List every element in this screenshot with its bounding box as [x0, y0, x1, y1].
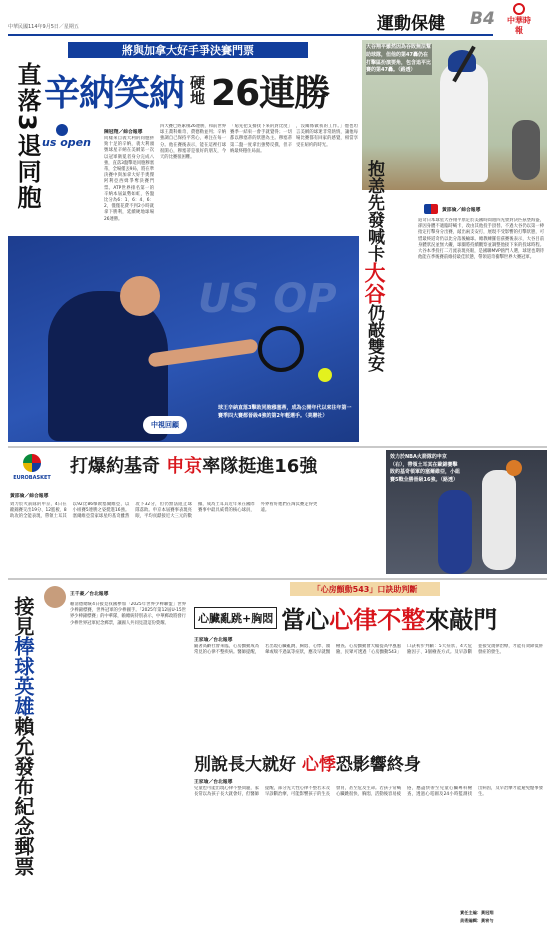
racket-icon: [258, 326, 304, 372]
player-white: [482, 470, 516, 570]
byline: 陳冠翔／綜合報導: [104, 130, 143, 135]
sub-headline-red: 心悸: [301, 755, 336, 775]
headline-small: 硬地: [188, 75, 207, 105]
byline: 王家瑜／台北報導: [194, 638, 233, 643]
brand-logo: [498, 3, 540, 37]
body-text-2: 兒童也可能出現心律不整問題，家長常以為孩子長大就會好，但醫師提醒，部分先天性心律不整若未及早診斷治療，可能影響孩子的生長發育，甚至危及生命。若孩子常喊心臟跳很快、胸悶、活動後容易疲倦，應盡快帶至兒童心臟專科檢查，透過心電圖及24小時監測找出病因，及早治療才能避免憾事發生。: [194, 786, 543, 798]
text-col-2: 四大賽已經累積26連勝，和前世界球王喬科維奇、費德勒並列；辛納強調自己保持平常心，專注在每一分。他在賽後表示，能在這裡打球很開心，穆塞蒂是很好的朋友，今天的比賽很困難。: [160, 124, 226, 161]
basketball-icon: [506, 460, 522, 476]
photo-caption: 效力於NBA火箭隊的申京（右），帶領土耳其在歐錦賽擊敗約基奇領軍的塞爾維亞，小組賽5戰全勝晉級16強。（路透）: [390, 454, 461, 483]
tennis-ball-icon: [318, 368, 332, 382]
section-title: 運動保健: [377, 14, 445, 34]
headline-part1: 打爆約基奇: [70, 456, 160, 477]
body-text: 道奇日本球星大谷翔平原定於美國時間週四先發對決匹茲堡海盜，卻因身體不適臨時喊卡，改由其他投手頂替。不過大谷仍以第一棒指定打擊身分出賽，敲出兩支安打，展現不受影響的打擊狀態，可惜最終道奇仍以比分落後輸球。總教練羅伯茲賽後表示，大谷目前身體狀況並無大礙，球團將持續觀察並調整他接下來的投球時程。大谷本季投打二刀流表現亮眼，是國聯MVP熱門人選，球迷也期待他能在季後賽前維持最佳狀態，帶領道奇衝擊世界大賽冠軍。: [418, 218, 544, 261]
byline: 黃邵倫／綜合報導: [10, 494, 49, 499]
basketball-story: [8, 450, 547, 576]
body-text: 賴清德總統4日接見我國參加「2025年世界少棒聯盟」世界少棒錦標賽，世界冠軍的少棒國手。「2025年第12屆U-15世界少棒錦標賽」的中華隊，賴總統特別表示，中華郵政將發行少棒世界冠軍紀念郵票，讓國人共同見證這份榮耀。: [70, 602, 186, 626]
designer-credit: 美術編輯：黃宥勻: [460, 918, 494, 923]
president-story: [8, 582, 188, 938]
text-col-3: 「窮先把支撐找下來的對比度」賽季一結束一會手就覺得；一切都以穆塞蒂的狀態為主。穆塞蒂第二盤一度拿出強勢反撲，但辛納最終穩住局面。: [230, 124, 292, 154]
kicker-text: 將與加拿大好手爭決賽門票: [122, 44, 254, 57]
side-headline: [12, 596, 34, 926]
kicker-text: 「心房顫動543」口訣助判斷: [312, 584, 418, 594]
sengun-photo: [386, 450, 547, 574]
headline-part1: 抱恙先發喊卡: [364, 160, 384, 262]
video-badge-label: 中視回顧: [151, 421, 179, 429]
headline: [44, 59, 359, 121]
date-line: 中華民國114年9月5日／星期五: [8, 24, 79, 30]
headline-red: 申京: [166, 456, 203, 477]
sinner-photo: [8, 236, 359, 442]
text-col-4: ，沒關係做我的工作。」他也坦言美網的球迷非常熱情，讓他每場比賽都有回家的感覺，相當享受在紐約的時光。: [296, 124, 358, 148]
health-story: [190, 582, 547, 938]
reporter-avatar: [44, 586, 66, 608]
byline-2: 王家瑜／台北報導: [194, 780, 233, 785]
sub-headline: [194, 750, 421, 775]
batter-figure: [440, 62, 488, 182]
headline-black: 26連勝: [211, 72, 330, 114]
backdrop-text: US OP: [198, 276, 337, 322]
headline-box: 心臟亂跳+胸悶: [194, 607, 277, 629]
baseball-story: [362, 40, 547, 444]
kicker-banner: [68, 42, 308, 58]
kicker-banner: [290, 582, 440, 596]
headline-part2: 來敲門: [425, 606, 498, 634]
usopen-icon: [56, 124, 68, 136]
video-badge[interactable]: [143, 416, 187, 434]
page-header: [0, 0, 553, 40]
header-rule: [8, 34, 493, 36]
catcher-figure: [512, 120, 540, 180]
player-head: [120, 276, 160, 316]
eurobasket-icon: [23, 454, 41, 472]
text-col-1: 同樣來自義大利的同胞拼勁十足的辛納，義大利頭號球星辛納在美網第一次以冠軍衛冕者身分完成八強，直落3盤擊退同胞穆塞蒂，全場僅丟9局，將在準決賽中與加拿大好手奧傑阿利亞西姆爭奪決賽門票。ATP世界排名第一的辛納本屆氣勢如虹，各盤比分為6：1、6：4、6：2，僅僅花費不到2小時就拿下勝利，延續硬地球場26連勝。: [104, 136, 154, 222]
ohtani-photo: [362, 40, 547, 190]
headline-part2: 率隊挺進16強: [202, 456, 318, 477]
body-text: 效力於火箭隊的申京，4日在歐錦賽交出19分、12籃板、8助攻的全能表現，帶領土耳其以92比86擊敗塞爾維亞，以小組賽5連勝之姿挺進16強。塞爾維亞當家球星約基奇雖然攻下32分，但仍無法阻止球隊落敗。申京本屆賽事表現亮眼，平均貢獻接近大三元的數據，成為土耳其近年來在國際賽事中最具威脅的核心球員，外界看好他們在淘汰賽走得更遠。: [10, 502, 318, 520]
logo-mark-icon: [513, 3, 525, 15]
mlb-logo-icon: [424, 204, 438, 214]
headline-red: 心律不整: [329, 606, 426, 634]
divider: [8, 578, 547, 580]
headline-part1: 當心: [281, 606, 330, 634]
headline-blue: 辛納笑納: [44, 72, 185, 114]
tennis-story: [8, 40, 359, 444]
eurobasket-logo: [10, 454, 54, 488]
player-blue: [438, 490, 472, 574]
editor-credit: 責任主編：黃冠翔: [460, 910, 494, 915]
eurobasket-text: EUROBASKET: [13, 475, 51, 481]
side-headline-blue: 棒球英雄: [11, 636, 35, 716]
byline: 黃邵倫／綜合報導: [442, 208, 481, 213]
sub-headline-part2: 恐影響終身: [335, 755, 421, 775]
side-headline-part2: 賴允發布紀念郵票: [11, 716, 35, 876]
photo-caption: 大谷翔平雖然因為吞敗無法幫助球隊，但他的第47轟仍在打擊區扮演要角，包含追平比賽的第47轟。（路透）: [366, 44, 432, 74]
usopen-logo: [42, 124, 98, 150]
headline-part2: 仍敲雙安: [364, 304, 384, 372]
headline: [194, 600, 497, 635]
byline: 王千豪／台北報導: [70, 592, 109, 597]
body-text: 隨著高齡社會來臨，心房顫動成為常見的心律不整疾病。醫師提醒，若出現心臟亂跳、胸悶、心悸、頭暈或喘不過氣等症狀，應及早就醫檢查。心房顫動會大幅提高中風風險，民眾可透過「心房顫動543」口訣初步判斷：5大症狀、4大危險因子、3個檢查方式。及早診斷並接受規律治療，才能有效降低併發症的發生。: [194, 644, 543, 656]
side-headline-part1: 接見: [11, 596, 35, 636]
headline-name: 大谷: [362, 262, 386, 304]
usopen-text: us open: [42, 136, 91, 149]
page-number: B4: [470, 9, 495, 29]
side-headline: 直落3退同胞: [13, 62, 41, 211]
headline: [70, 452, 317, 478]
divider: [8, 446, 547, 448]
photo-caption: 球王辛納直落3擊敗同胞穆塞蒂，成為公開年代以來往年第一賽季四大賽都晉級4強的第2年輕選手。（美聯社）: [218, 405, 352, 419]
headline: [364, 160, 384, 430]
logo-text: 中華時報: [507, 16, 531, 35]
sub-headline-part1: 別說長大就好: [194, 755, 302, 775]
